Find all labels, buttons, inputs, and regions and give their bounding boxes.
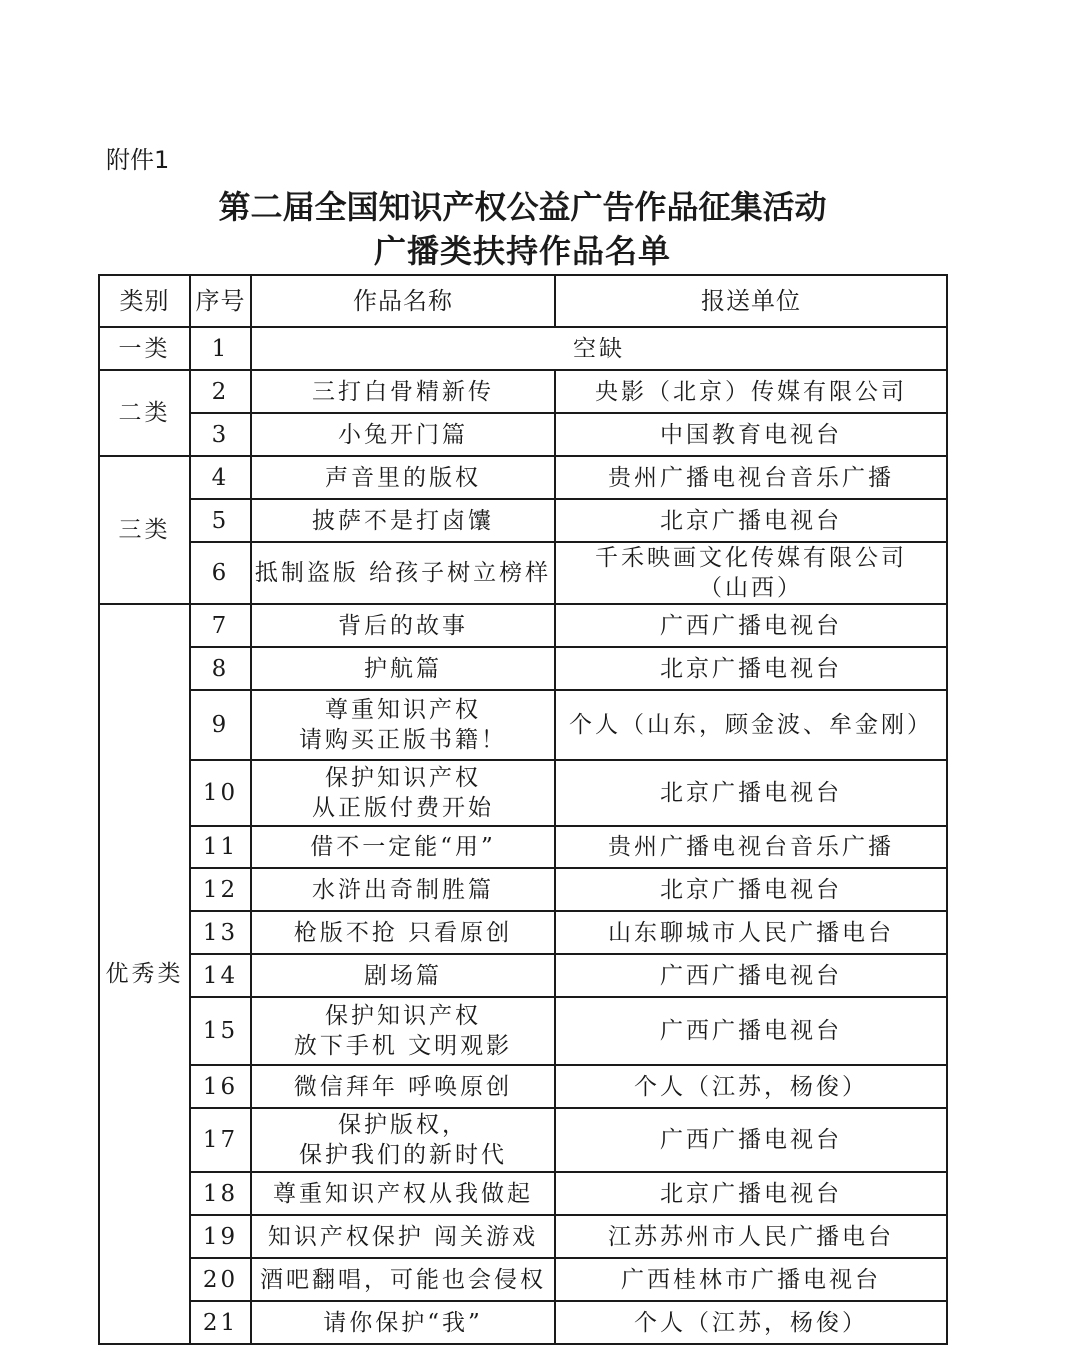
document-subtitle: 广播类扶持作品名单 [373, 232, 671, 270]
seq-cell: 19 [190, 1215, 251, 1258]
work-name-cell [251, 997, 555, 1065]
category-cell: 三类 [99, 456, 190, 604]
submitting-unit-cell [555, 868, 947, 911]
work-name-cell [251, 1215, 555, 1258]
seq-cell: 14 [190, 954, 251, 997]
document-title: 第二届全国知识产权公益广告作品征集活动 [218, 188, 827, 226]
work-name-line: 枪版不抢 只看原创 [293, 919, 513, 946]
work-name-line: 借不一定能“用” [310, 834, 496, 860]
work-name-cell [251, 868, 555, 911]
table-row [99, 370, 947, 413]
seq-cell: 9 [190, 690, 251, 760]
unit-line: 个人（江苏，杨俊） [634, 1073, 868, 1100]
unit-line: 贵州广播电视台音乐广播 [608, 464, 894, 491]
table-row [99, 499, 947, 542]
seq-cell: 8 [190, 647, 251, 690]
submitting-unit-cell [555, 370, 947, 413]
unit-line: 北京广播电视台 [660, 655, 842, 682]
work-name-line: 请购买正版书籍！ [299, 727, 507, 753]
work-name-line: 小兔开门篇 [338, 421, 468, 448]
table-row [99, 868, 947, 911]
submitting-unit-cell [555, 542, 947, 604]
work-name-line: 保护我们的新时代 [299, 1142, 507, 1168]
table-row [99, 604, 947, 647]
work-name-line: 放下手机 文明观影 [293, 1033, 513, 1059]
table-row [99, 1258, 947, 1301]
table-row [99, 413, 947, 456]
work-name-cell [251, 647, 555, 690]
table-row [99, 327, 947, 370]
unit-line: 广西广播电视台 [660, 612, 842, 639]
work-name-cell [251, 760, 555, 826]
work-name-line: 背后的故事 [338, 612, 468, 639]
work-name-cell [251, 499, 555, 542]
work-name-cell [251, 911, 555, 954]
work-name-cell [251, 604, 555, 647]
category-cell: 一类 [99, 327, 190, 370]
unit-line: 央影（北京）传媒有限公司 [595, 378, 907, 405]
work-name-line: 保护版权， [338, 1112, 468, 1138]
submitting-unit-cell [555, 954, 947, 997]
unit-line: 山东聊城市人民广播电台 [608, 919, 894, 946]
table-row [99, 690, 947, 760]
unit-line: 中国教育电视台 [660, 421, 842, 448]
header-seq: 序号 [190, 275, 251, 327]
table-row [99, 911, 947, 954]
submitting-unit-cell [555, 826, 947, 868]
work-name-cell [251, 1172, 555, 1215]
seq-cell: 6 [190, 542, 251, 604]
seq-cell: 17 [190, 1108, 251, 1172]
work-name-line: 知识产权保护 闯关游戏 [267, 1223, 539, 1250]
seq-cell: 16 [190, 1065, 251, 1108]
work-name-cell [251, 1301, 555, 1344]
submitting-unit-cell [555, 997, 947, 1065]
table-header-row [99, 275, 947, 327]
work-name-line: 抵制盗版 给孩子树立榜样 [254, 560, 552, 586]
category-cell: 优秀类 [99, 604, 190, 1344]
work-name-cell [251, 456, 555, 499]
work-name-cell [251, 826, 555, 868]
unit-line: 千禾映画文化传媒有限公司 [595, 545, 907, 571]
submitting-unit-cell [555, 413, 947, 456]
submitting-unit-cell [555, 604, 947, 647]
unit-line: 广西桂林市广播电视台 [621, 1266, 881, 1293]
table-row [99, 997, 947, 1065]
submitting-unit-cell [555, 1065, 947, 1108]
seq-cell: 13 [190, 911, 251, 954]
table-row [99, 1215, 947, 1258]
seq-cell: 3 [190, 413, 251, 456]
seq-cell: 10 [190, 760, 251, 826]
table-row [99, 1301, 947, 1344]
work-name-line: 酒吧翻唱，可能也会侵权 [260, 1266, 546, 1293]
unit-line: 广西广播电视台 [660, 1127, 842, 1153]
vacant-cell: 空缺 [251, 327, 947, 370]
table-row [99, 954, 947, 997]
header-unit: 报送单位 [555, 275, 947, 327]
submitting-unit-cell [555, 690, 947, 760]
work-name-line: 三打白骨精新传 [312, 378, 494, 405]
seq-cell: 11 [190, 826, 251, 868]
work-name-line: 声音里的版权 [325, 464, 481, 491]
table-row [99, 647, 947, 690]
work-name-line: 从正版付费开始 [312, 795, 494, 821]
work-name-line: 披萨不是打卤馕 [312, 507, 494, 534]
submitting-unit-cell [555, 499, 947, 542]
submitting-unit-cell [555, 1172, 947, 1215]
unit-line: 北京广播电视台 [660, 876, 842, 903]
seq-cell: 4 [190, 456, 251, 499]
unit-line: 个人（山东，顾金波、牟金刚） [569, 712, 933, 738]
work-name-line: 保护知识产权 [325, 765, 481, 791]
award-list-table [98, 274, 948, 1345]
submitting-unit-cell [555, 647, 947, 690]
table-row [99, 760, 947, 826]
seq-cell: 21 [190, 1301, 251, 1344]
seq-cell: 15 [190, 997, 251, 1065]
submitting-unit-cell [555, 456, 947, 499]
attachment-label: 附件1 [106, 146, 170, 174]
unit-line: 贵州广播电视台音乐广播 [608, 834, 894, 860]
work-name-cell [251, 1065, 555, 1108]
table-row [99, 1065, 947, 1108]
seq-cell: 1 [190, 327, 251, 370]
work-name-line: 剧场篇 [364, 962, 442, 989]
work-name-line: 微信拜年 呼唤原创 [293, 1073, 513, 1100]
submitting-unit-cell [555, 1258, 947, 1301]
unit-line: 北京广播电视台 [660, 780, 842, 806]
seq-cell: 7 [190, 604, 251, 647]
unit-line: 广西广播电视台 [660, 1018, 842, 1044]
work-name-line: 请你保护“我” [323, 1309, 483, 1336]
table-row [99, 1172, 947, 1215]
unit-line: 广西广播电视台 [660, 962, 842, 989]
work-name-cell [251, 690, 555, 760]
unit-line: 北京广播电视台 [660, 1180, 842, 1207]
work-name-cell [251, 1108, 555, 1172]
work-name-cell [251, 1258, 555, 1301]
seq-cell: 20 [190, 1258, 251, 1301]
work-name-cell [251, 370, 555, 413]
header-category: 类别 [99, 275, 190, 327]
work-name-cell [251, 954, 555, 997]
table-row [99, 456, 947, 499]
seq-cell: 2 [190, 370, 251, 413]
unit-line: 江苏苏州市人民广播电台 [608, 1223, 894, 1250]
submitting-unit-cell [555, 911, 947, 954]
work-name-line: 水浒出奇制胜篇 [312, 876, 494, 903]
work-name-line: 护航篇 [364, 655, 442, 682]
seq-cell: 5 [190, 499, 251, 542]
unit-line: （山西） [699, 575, 803, 601]
unit-line: 北京广播电视台 [660, 507, 842, 534]
work-name-line: 尊重知识产权从我做起 [273, 1180, 533, 1207]
unit-line: 个人（江苏，杨俊） [634, 1309, 868, 1336]
seq-cell: 18 [190, 1172, 251, 1215]
work-name-cell [251, 413, 555, 456]
submitting-unit-cell [555, 760, 947, 826]
seq-cell: 12 [190, 868, 251, 911]
table-row [99, 1108, 947, 1172]
work-name-cell [251, 542, 555, 604]
table-row [99, 826, 947, 868]
header-work: 作品名称 [251, 275, 555, 327]
submitting-unit-cell [555, 1215, 947, 1258]
work-name-line: 尊重知识产权 [325, 697, 481, 723]
table-row [99, 542, 947, 604]
work-name-line: 保护知识产权 [325, 1003, 481, 1029]
submitting-unit-cell [555, 1301, 947, 1344]
submitting-unit-cell [555, 1108, 947, 1172]
category-cell: 二类 [99, 370, 190, 456]
